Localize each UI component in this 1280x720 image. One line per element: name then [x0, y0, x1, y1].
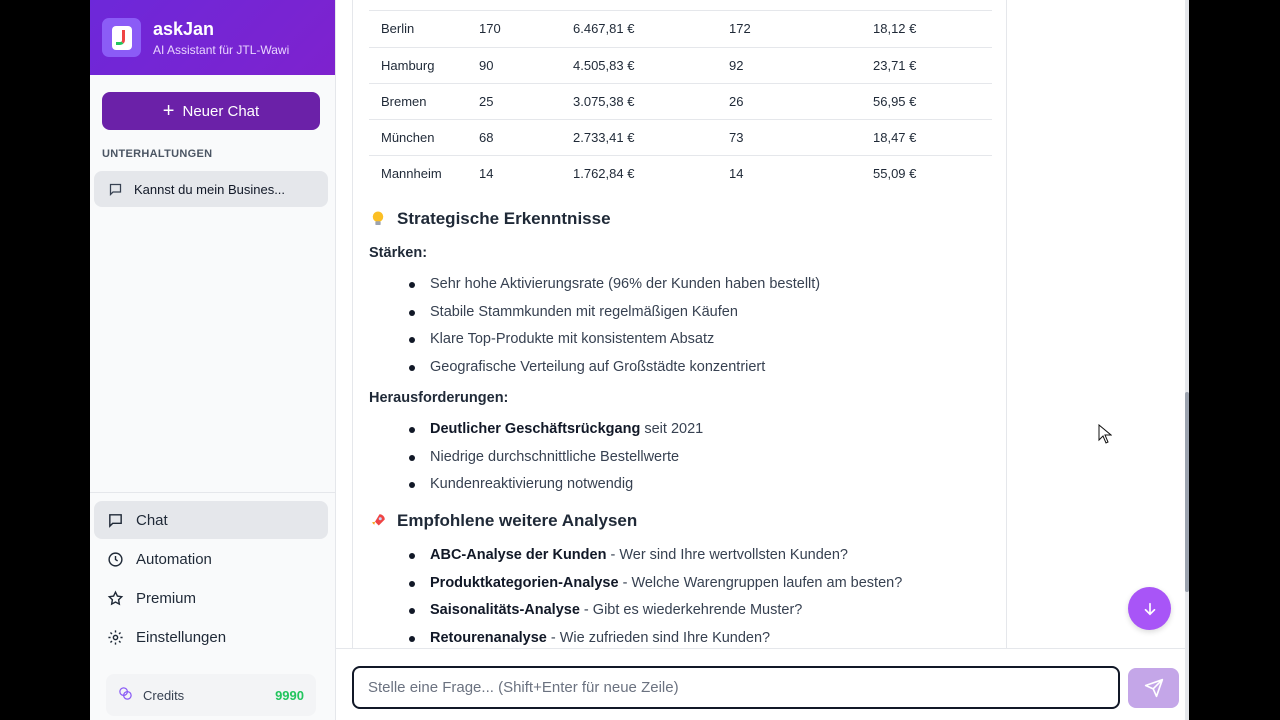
- challenges-list: [409, 416, 703, 499]
- chat-icon: [106, 511, 124, 529]
- table-cell-orders: 92: [729, 47, 873, 83]
- city-table: [369, 11, 992, 191]
- list-item: Saisonalitäts-Analyse - Gibt es wiederkehrende Muster?: [409, 597, 902, 625]
- table-cell-avg: 56,95 €: [873, 83, 992, 119]
- table-row: [369, 11, 992, 47]
- coins-icon: [118, 686, 133, 704]
- gear-icon: [106, 628, 124, 646]
- table-cell-customers: 25: [479, 83, 573, 119]
- rocket-icon: [369, 512, 387, 530]
- left-letterbox: [0, 0, 90, 720]
- table-cell-city: Berlin: [369, 11, 479, 47]
- conversations-section-label: UNTERHALTUNGEN: [102, 148, 213, 160]
- chat-message: [352, 0, 1007, 648]
- table-row: [369, 83, 992, 119]
- plus-icon: +: [162, 100, 175, 122]
- table-cell-city: Hamburg: [369, 47, 479, 83]
- list-item: Produktkategorien-Analyse - Welche Warengruppen laufen am besten?: [409, 570, 902, 598]
- sidebar: [90, 0, 336, 720]
- nav-label: Premium: [136, 589, 197, 607]
- mouse-cursor-icon: [1098, 424, 1112, 449]
- chat-input[interactable]: [352, 666, 1120, 709]
- list-item: Deutlicher Geschäftsrückgang seit 2021: [409, 416, 703, 444]
- main-area: [336, 0, 1189, 720]
- clock-icon: [106, 550, 124, 568]
- table-row: [369, 155, 992, 191]
- sidebar-divider: [90, 492, 336, 493]
- table-cell-orders: 14: [729, 165, 744, 181]
- table-cell-customers: 68: [479, 119, 573, 155]
- brand-header: [90, 0, 335, 75]
- recommendations-list: [409, 542, 902, 648]
- credits-label: Credits: [143, 687, 185, 703]
- strengths-list: [409, 271, 820, 381]
- table-cell-avg: 18,47 €: [873, 119, 992, 155]
- table-row: [369, 47, 992, 83]
- nav-item-premium[interactable]: [94, 579, 328, 617]
- send-button[interactable]: [1128, 668, 1179, 708]
- chat-bubble-icon: [106, 180, 124, 198]
- table-cell-avg: 55,09 €: [873, 165, 917, 181]
- composer-bar: [336, 648, 1189, 720]
- table-cell-revenue: 2.733,41 €: [573, 119, 729, 155]
- list-item: Geografische Verteilung auf Großstädte konzentriert: [409, 354, 820, 382]
- right-letterbox: [1189, 0, 1280, 720]
- app-subtitle: AI Assistant für JTL-Wawi: [153, 42, 290, 57]
- table-cell-revenue: 4.505,83 €: [573, 47, 729, 83]
- nav-label: Chat: [136, 511, 168, 529]
- credits-panel: [106, 674, 316, 716]
- list-item: Sehr hohe Aktivierungsrate (96% der Kunden haben bestellt): [409, 271, 820, 299]
- list-item: Kundenreaktivierung notwendig: [409, 471, 703, 499]
- list-item: Retourenanalyse - Wie zufrieden sind Ihre Kunden?: [409, 625, 902, 649]
- table-row: [369, 119, 992, 155]
- challenges-label: Herausforderungen:: [369, 390, 509, 406]
- table-cell-city: München: [369, 119, 479, 155]
- nav-item-automation[interactable]: [94, 540, 328, 578]
- table-cell-orders: 172: [729, 11, 873, 47]
- scroll-to-bottom-button[interactable]: [1128, 587, 1171, 630]
- star-icon: [106, 589, 124, 607]
- conversation-title: Kannst du mein Busines...: [134, 181, 286, 197]
- table-cell-customers: 90: [479, 47, 573, 83]
- new-chat-button[interactable]: [102, 92, 320, 130]
- table-cell-city: Mannheim: [381, 165, 442, 181]
- table-cell-orders: 26: [729, 83, 873, 119]
- table-cell-orders: 73: [729, 119, 873, 155]
- lightbulb-icon: [369, 210, 387, 228]
- table-cell-revenue: 6.467,81 €: [573, 11, 729, 47]
- table-cell-customers: 14: [479, 165, 494, 181]
- credits-value: 9990: [275, 687, 304, 703]
- app-logo-icon: [102, 18, 141, 57]
- table-cell-avg: 23,71 €: [873, 47, 992, 83]
- list-item: Stabile Stammkunden mit regelmäßigen Käufen: [409, 299, 820, 327]
- list-item: Klare Top-Produkte mit konsistentem Absatz: [409, 326, 820, 354]
- table-cell-customers: 170: [479, 11, 573, 47]
- insights-heading: Strategische Erkenntnisse: [369, 209, 611, 229]
- table-cell-city: Bremen: [369, 83, 479, 119]
- list-item: ABC-Analyse der Kunden - Wer sind Ihre wertvollsten Kunden?: [409, 542, 902, 570]
- nav-label: Automation: [136, 550, 212, 568]
- arrow-down-icon: [1141, 600, 1159, 618]
- table-cell-revenue: 1.762,84 €: [573, 165, 635, 181]
- new-chat-label: Neuer Chat: [182, 102, 260, 120]
- nav-item-chat[interactable]: [94, 501, 328, 539]
- send-icon: [1144, 678, 1164, 698]
- app-title: askJan: [153, 18, 215, 39]
- nav-item-settings[interactable]: [94, 618, 328, 656]
- recommendations-heading: Empfohlene weitere Analysen: [369, 511, 637, 531]
- list-item: Niedrige durchschnittliche Bestellwerte: [409, 444, 703, 472]
- nav-label: Einstellungen: [136, 628, 227, 646]
- strengths-label: Stärken:: [369, 245, 428, 261]
- table-cell-avg: 18,12 €: [873, 11, 992, 47]
- table-cell-revenue: 3.075,38 €: [573, 83, 729, 119]
- conversation-item[interactable]: [94, 171, 328, 207]
